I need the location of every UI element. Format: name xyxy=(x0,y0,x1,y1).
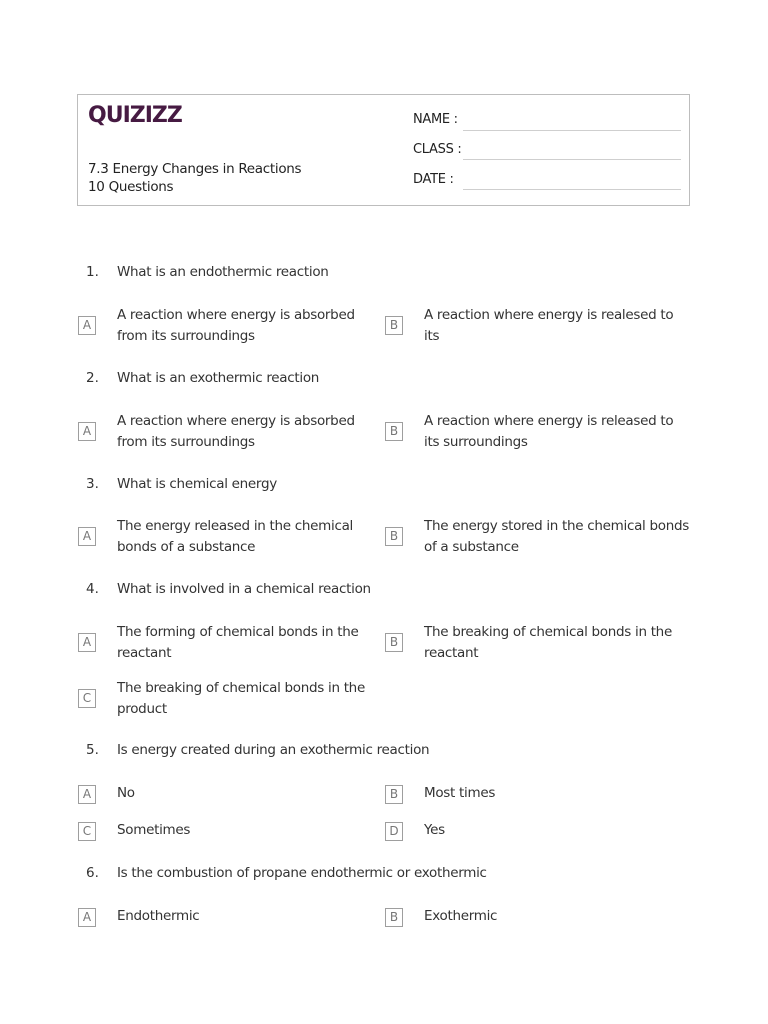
class-line xyxy=(463,159,681,160)
option-letter-box[interactable]: C xyxy=(78,689,96,708)
option-letter-box[interactable]: B xyxy=(385,527,403,546)
question-number: 4. xyxy=(86,581,99,597)
class-label: CLASS : xyxy=(413,142,462,157)
option-text: Most times xyxy=(424,785,496,801)
option-text: A reaction where energy is released to its surroundings xyxy=(424,413,674,450)
option-letter-box[interactable]: B xyxy=(385,316,403,335)
question-text: Is the combustion of propane endothermic or exothermic xyxy=(117,865,487,881)
option-letter-box[interactable]: A xyxy=(78,316,96,335)
name-label: NAME : xyxy=(413,112,458,127)
option-letter-box[interactable]: A xyxy=(78,785,96,804)
question-text: What is chemical energy xyxy=(117,476,277,492)
option-letter-box[interactable]: B xyxy=(385,633,403,652)
option-text: A reaction where energy is realesed to its xyxy=(424,307,674,344)
option-letter-box[interactable]: A xyxy=(78,527,96,546)
worksheet-title: 7.3 Energy Changes in Reactions xyxy=(88,161,302,177)
option-text: Exothermic xyxy=(424,908,498,924)
option-letter-box[interactable]: A xyxy=(78,633,96,652)
option-text: Endothermic xyxy=(117,908,200,924)
option-text: The energy released in the chemical bonds of a substance xyxy=(117,518,353,555)
question-number: 6. xyxy=(86,865,99,881)
date-line xyxy=(463,189,681,190)
option-text: A reaction where energy is absorbed from its surroundings xyxy=(117,307,355,344)
question-number: 3. xyxy=(86,476,99,492)
name-line xyxy=(463,130,681,131)
option-letter-box[interactable]: B xyxy=(385,785,403,804)
option-text: The forming of chemical bonds in the reactant xyxy=(117,624,359,661)
question-text: Is energy created during an exothermic reaction xyxy=(117,742,430,758)
date-label: DATE : xyxy=(413,172,454,187)
worksheet-header xyxy=(77,94,690,206)
option-text: The breaking of chemical bonds in the reactant xyxy=(424,624,672,661)
question-text: What is an endothermic reaction xyxy=(117,264,329,280)
question-count: 10 Questions xyxy=(88,179,174,195)
option-letter-box[interactable]: A xyxy=(78,422,96,441)
option-text: Yes xyxy=(424,822,445,838)
option-text: Sometimes xyxy=(117,822,191,838)
option-text: No xyxy=(117,785,135,801)
quizizz-logo: QUIZIZZ xyxy=(88,103,182,128)
option-text: The breaking of chemical bonds in the product xyxy=(117,680,365,717)
question-number: 2. xyxy=(86,370,99,386)
option-letter-box[interactable]: A xyxy=(78,908,96,927)
option-text: The energy stored in the chemical bonds of a substance xyxy=(424,518,689,555)
option-letter-box[interactable]: D xyxy=(385,822,403,841)
question-text: What is involved in a chemical reaction xyxy=(117,581,371,597)
option-letter-box[interactable]: B xyxy=(385,908,403,927)
option-text: A reaction where energy is absorbed from its surroundings xyxy=(117,413,355,450)
question-number: 5. xyxy=(86,742,99,758)
option-letter-box[interactable]: C xyxy=(78,822,96,841)
question-number: 1. xyxy=(86,264,99,280)
question-text: What is an exothermic reaction xyxy=(117,370,320,386)
option-letter-box[interactable]: B xyxy=(385,422,403,441)
